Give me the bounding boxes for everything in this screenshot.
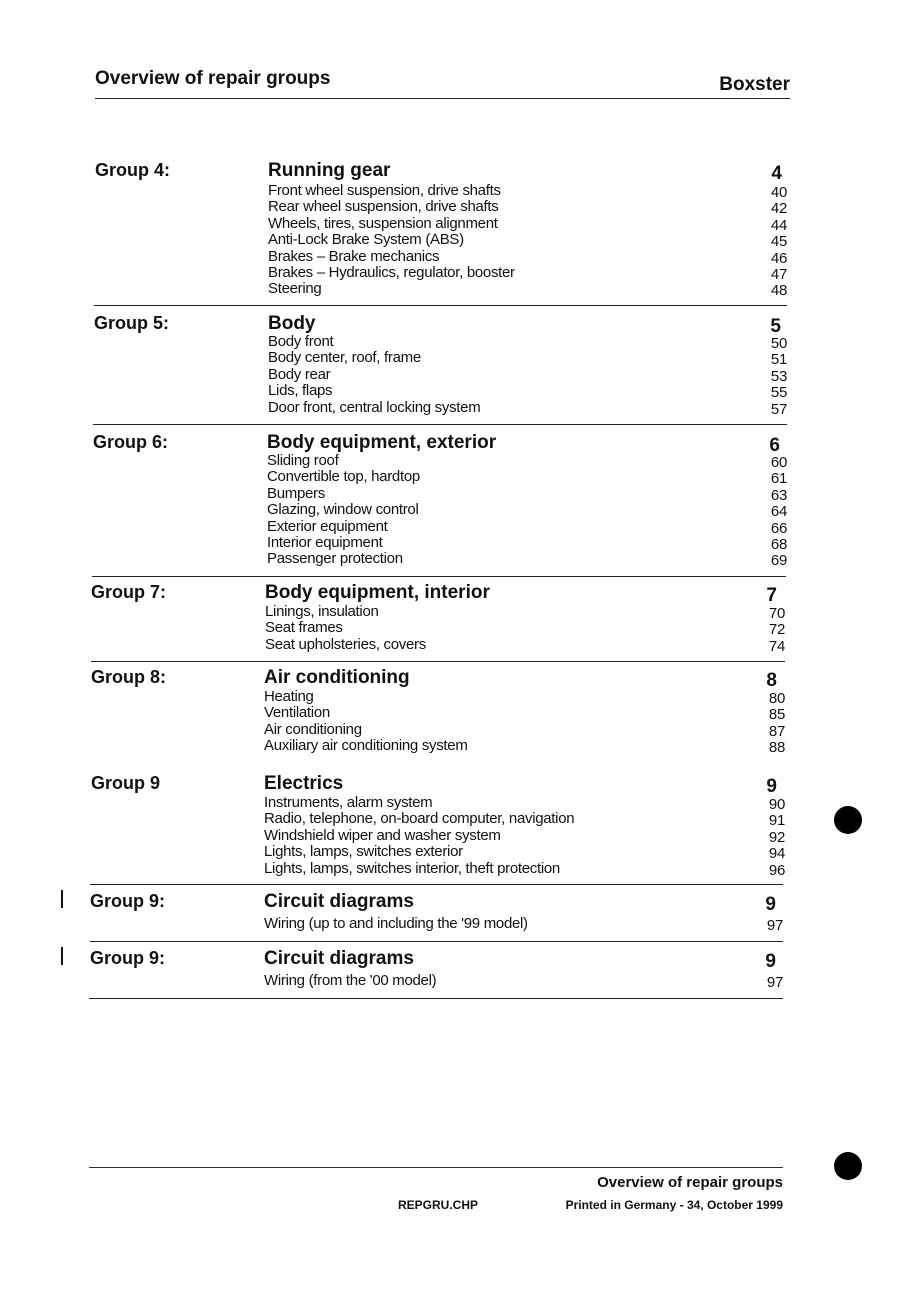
group-6-heading (93, 432, 787, 456)
section-divider (92, 576, 786, 577)
revision-bar (61, 890, 63, 908)
section-divider (90, 884, 783, 885)
group-number: 5 (770, 316, 781, 337)
section-divider (93, 424, 787, 425)
list-item: Wiring (up to and including the '99 model) 97 (264, 915, 783, 934)
group-5-items (268, 334, 787, 416)
group-4-heading (95, 160, 787, 184)
group-8-heading (91, 667, 785, 691)
punch-hole-mark (834, 806, 862, 834)
group-title: Running gear (268, 160, 391, 181)
model-name: Boxster (719, 74, 790, 95)
list-item: Door front, central locking system 57 (268, 398, 787, 418)
list-item: Exterior equipment 66 (267, 517, 787, 537)
group-7-heading (91, 582, 785, 606)
section-divider (89, 998, 783, 999)
revision-bar (61, 947, 63, 965)
list-item: Front wheel suspension, drive shafts 40 (268, 182, 787, 201)
group-9-circuit-00-heading (90, 948, 783, 972)
list-item: Instruments, alarm system 90 (264, 794, 785, 813)
list-item: Windshield wiper and washer system 92 (264, 826, 785, 846)
group-5-heading (94, 313, 787, 337)
footer-file-name: REPGRU.CHP (398, 1198, 479, 1212)
group-number: 7 (766, 585, 777, 606)
group-title: Air conditioning (264, 667, 410, 688)
group-title: Body equipment, exterior (267, 432, 497, 453)
list-item: Air conditioning 87 (264, 720, 785, 740)
group-number: 9 (765, 894, 776, 915)
footer-title: Overview of repair groups (597, 1174, 783, 1191)
group-9-circuit-00-items (264, 973, 783, 989)
group-title: Circuit diagrams (264, 891, 414, 912)
list-item: Body center, roof, frame 51 (268, 349, 787, 369)
list-item: Body rear 53 (268, 365, 787, 385)
list-item: Anti-Lock Brake System (ABS) 45 (268, 231, 787, 251)
list-item: Radio, telephone, on-board computer, navigation 91 (264, 810, 785, 830)
group-4-items (268, 183, 787, 298)
group-number: 4 (771, 163, 782, 184)
list-item: Passenger protection 69 (267, 550, 787, 570)
list-item: Lights, lamps, switches interior, theft protection 96 (264, 859, 785, 879)
group-label: Group 5: (94, 313, 169, 333)
group-label: Group 8: (91, 667, 166, 687)
list-item: Ventilation 85 (264, 704, 785, 724)
list-item: Seat upholsteries, covers 74 (265, 635, 785, 655)
list-item: Seat frames 72 (265, 619, 785, 639)
group-8-items (264, 689, 785, 755)
page-title: Overview of repair groups (95, 68, 331, 89)
section-divider (91, 661, 785, 662)
punch-hole-mark (834, 1152, 862, 1180)
footer-print-info: Printed in Germany - 34, October 1999 (565, 1198, 783, 1212)
list-item: Steering 48 (268, 280, 787, 300)
group-7-items (265, 604, 785, 653)
group-title: Body equipment, interior (265, 582, 490, 603)
list-item: Heating 80 (264, 688, 785, 707)
group-number: 8 (766, 670, 777, 691)
list-item: Linings, insulation 70 (265, 603, 785, 622)
list-item: Wiring (from the '00 model) 97 (264, 972, 783, 991)
group-9-circuit-99-items (264, 916, 783, 932)
group-title: Circuit diagrams (264, 948, 414, 969)
group-title: Electrics (264, 773, 344, 794)
group-label: Group 9 (91, 773, 161, 793)
page-header (95, 68, 790, 99)
list-item: Interior equipment 68 (267, 533, 787, 553)
group-title: Body (268, 313, 316, 334)
group-label: Group 4: (95, 160, 170, 180)
group-9-electrics-heading (91, 773, 785, 797)
group-label: Group 6: (93, 432, 168, 452)
section-divider (94, 305, 787, 306)
group-label: Group 9: (90, 948, 165, 968)
group-9-electrics-items (264, 795, 785, 877)
list-item: Body front 50 (268, 333, 787, 352)
footer-divider (89, 1167, 783, 1168)
group-number: 9 (766, 776, 777, 797)
group-9-circuit-99-heading (90, 891, 783, 915)
list-item: Wheels, tires, suspension alignment 44 (268, 214, 787, 234)
list-item: Sliding roof 60 (267, 452, 787, 471)
group-6-items (267, 453, 787, 568)
list-item: Brakes – Hydraulics, regulator, booster 47 (268, 263, 787, 283)
list-item: Lights, lamps, switches exterior 94 (264, 843, 785, 863)
list-item: Bumpers 63 (267, 484, 787, 504)
section-divider (90, 941, 783, 942)
group-label: Group 7: (91, 582, 166, 602)
group-number: 6 (769, 435, 780, 456)
group-label: Group 9: (90, 891, 165, 911)
group-number: 9 (765, 951, 776, 972)
list-item: Convertible top, hardtop 61 (267, 468, 787, 488)
list-item: Lids, flaps 55 (268, 382, 787, 402)
list-item: Rear wheel suspension, drive shafts 42 (268, 198, 787, 218)
list-item: Auxiliary air conditioning system 88 (264, 737, 785, 757)
list-item: Brakes – Brake mechanics 46 (268, 247, 787, 267)
list-item: Glazing, window control 64 (267, 501, 787, 521)
